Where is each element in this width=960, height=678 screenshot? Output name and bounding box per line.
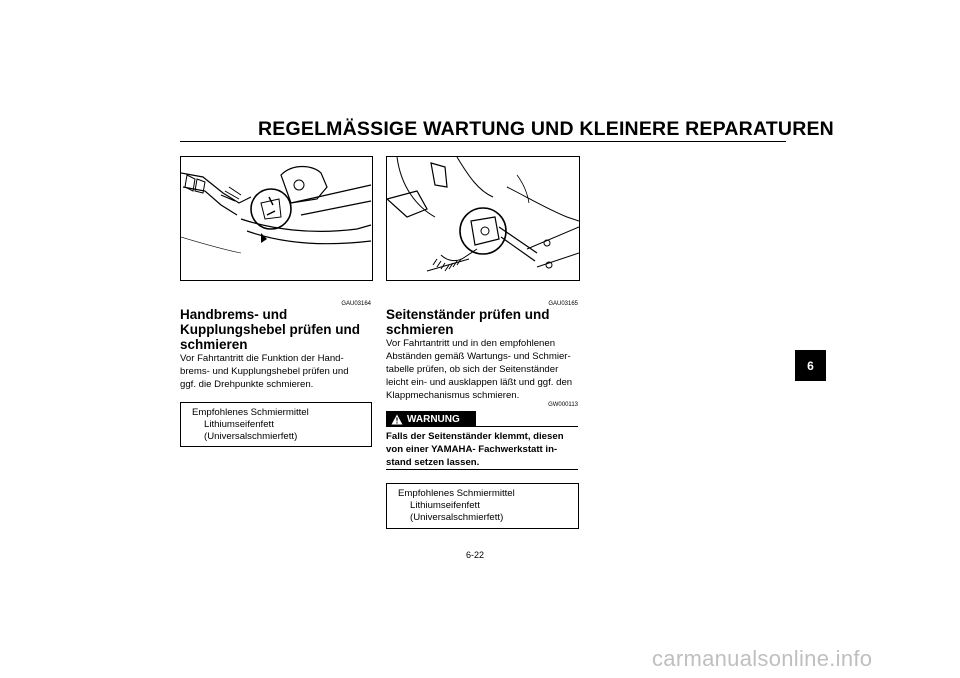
- section-body-sidestand: Vor Fahrtantritt und in den empfohlenen Abständen gemäß Wartungs- und Schmier- tabelle prüfen, ob sich der Seitenständer leicht ein- und ausklappen läßt und ggf. den Klappmechanismus schmieren.: [386, 338, 573, 401]
- warning-triangle-icon: [391, 414, 403, 425]
- warning-top-rule: [476, 426, 578, 427]
- warning-bottom-rule: [386, 469, 578, 470]
- page-title: REGELMÄSSIGE WARTUNG UND KLEINERE REPARATUREN: [258, 118, 834, 140]
- watermark: carmanualsonline.info: [652, 646, 873, 671]
- sidestand-drawing: [387, 157, 579, 280]
- warning-label: WARNUNG: [407, 413, 460, 425]
- lever-drawing: [181, 157, 372, 280]
- title-divider: [180, 141, 786, 142]
- warning-badge: [386, 411, 476, 427]
- warning-text: Falls der Seitenständer klemmt, diesen von einer YAMAHA- Fachwerkstatt in- stand setzen lassen.: [386, 431, 564, 468]
- chapter-tab: 6: [795, 350, 826, 381]
- lubricant-box-left: Empfohlenes Schmiermittel Lithiumseifenfett (Universalschmierfett): [180, 402, 372, 447]
- lever-illustration: [180, 156, 373, 281]
- lubricant-box-right: Empfohlenes Schmiermittel Lithiumseifenfett (Universalschmierfett): [386, 483, 579, 529]
- section-code-right: GAU03165: [548, 301, 578, 307]
- section-body-lever: Vor Fahrtantritt die Funktion der Hand- brems- und Kupplungshebel prüfen und ggf. die Drehpunkte schmieren.: [180, 353, 349, 390]
- section-heading-sidestand: Seitenständer prüfen und schmieren: [386, 307, 550, 337]
- section-code-left: GAU03164: [341, 301, 371, 307]
- warning-code: GW000113: [548, 402, 578, 408]
- section-heading-lever: Handbrems- und Kupplungshebel prüfen und schmieren: [180, 307, 360, 352]
- page-number: 6-22: [466, 550, 485, 560]
- sidestand-illustration: [386, 156, 580, 281]
